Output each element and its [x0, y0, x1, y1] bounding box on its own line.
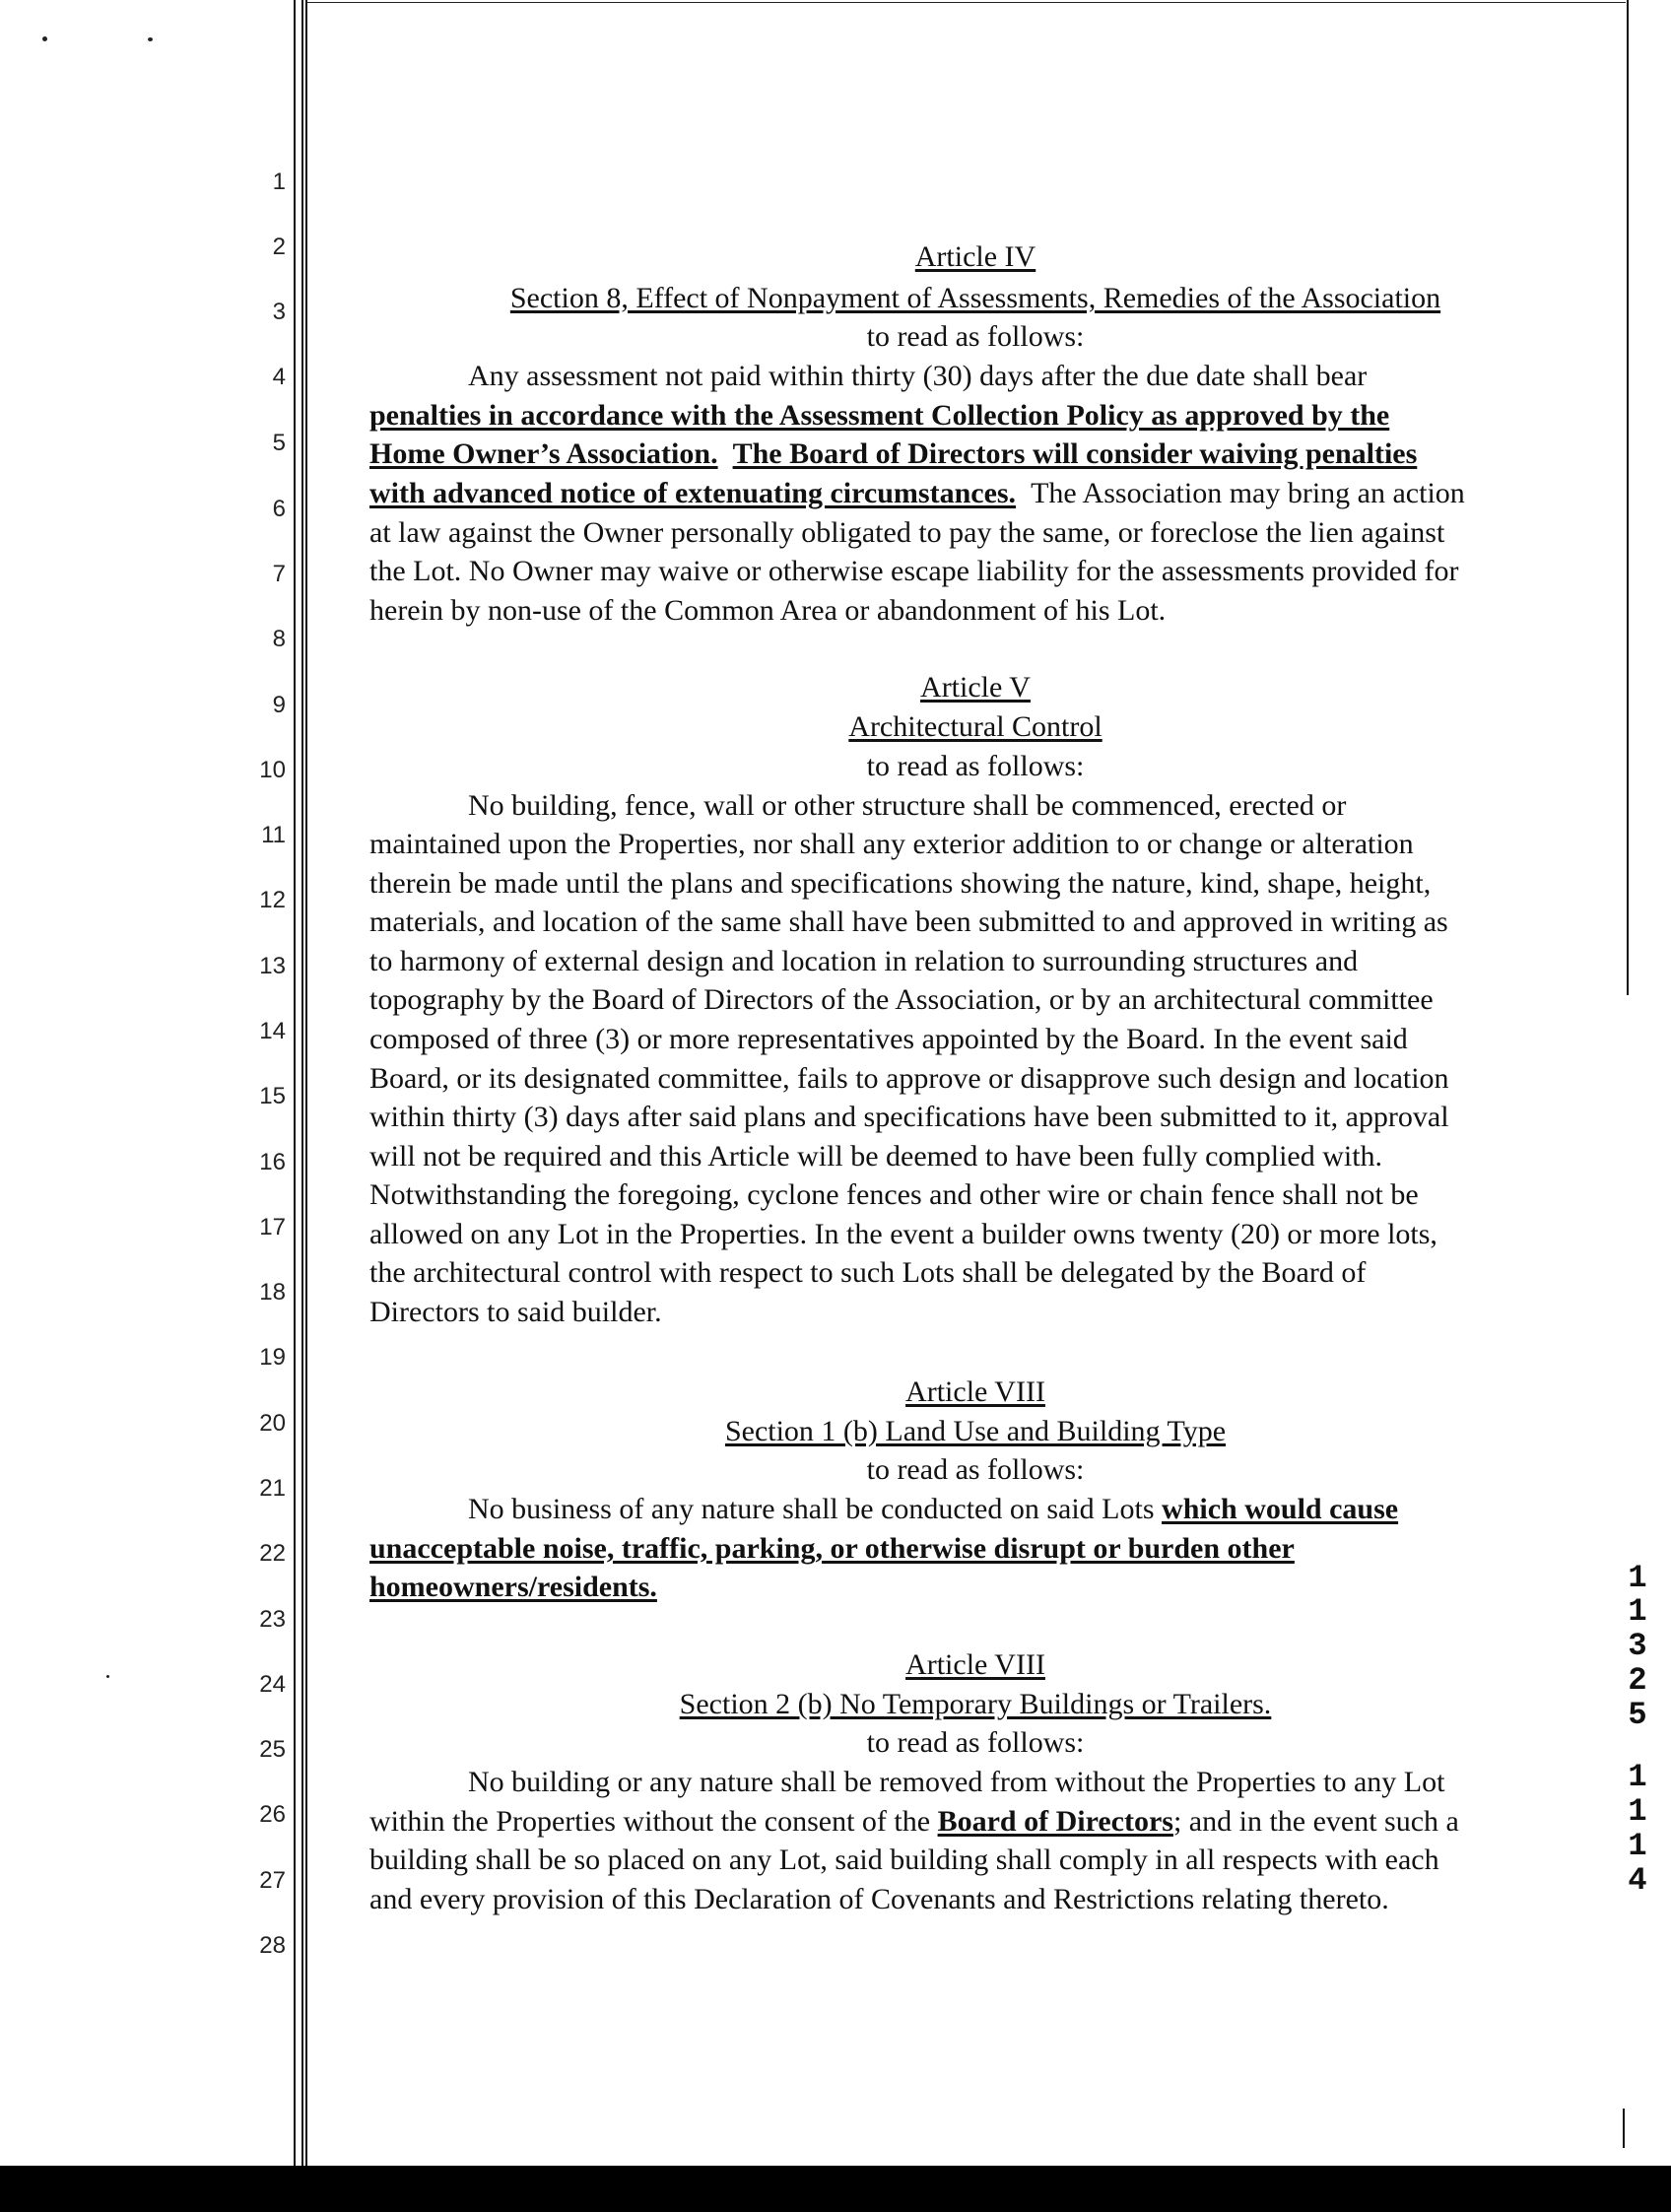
paragraph-line	[369, 1802, 1459, 1842]
paragraph-line: building shall be so placed on any Lot, said building shall comply in all respects with each	[369, 1843, 1439, 1876]
paragraph-line: allowed on any Lot in the Properties. In the event a builder owns twenty (20) or more lots,	[369, 1218, 1437, 1250]
plain-text: The Association may bring an action	[1031, 477, 1465, 509]
article-heading: Article VIII	[905, 1375, 1045, 1408]
stamp-digit: 3	[1628, 1628, 1647, 1664]
paragraph-line	[369, 435, 1417, 474]
plain-text: No business of any nature shall be conducted on said Lots	[468, 1493, 1155, 1525]
paragraph-line: materials, and location of the same shall have been submitted to and approved in writing as	[369, 905, 1448, 938]
stamp-digit: 2	[1628, 1662, 1647, 1699]
stamp-digit: 1	[1628, 1560, 1647, 1596]
scan-speck	[106, 1675, 109, 1678]
paragraph-line-bold: penalties in accordance with the Assessment Collection Policy as approved by the	[369, 399, 1390, 432]
read-as-line: to read as follows:	[866, 1726, 1085, 1759]
line-number: 14	[259, 1018, 286, 1044]
line-number: 2	[272, 234, 286, 260]
paragraph-line: Notwithstanding the foregoing, cyclone fences and other wire or chain fence shall not be	[369, 1178, 1419, 1211]
bold-text: The Board of Directors will consider waiving penalties	[732, 437, 1418, 470]
line-number: 12	[259, 887, 286, 913]
line-number: 3	[272, 299, 286, 325]
paragraph-line	[369, 474, 1465, 513]
paragraph-line: to harmony of external design and location in relation to surrounding structures and	[369, 945, 1359, 977]
line-number: 20	[259, 1410, 286, 1437]
scan-speck	[148, 37, 153, 41]
line-number: 8	[272, 626, 286, 652]
paragraph-line: No building, fence, wall or other structure shall be commenced, erected or	[468, 789, 1347, 822]
paragraph-line: topography by the Board of Directors of the Association, or by an architectural committee	[369, 983, 1434, 1016]
bold-text: with advanced notice of extenuating circumstances.	[369, 477, 1017, 509]
line-number: 15	[259, 1083, 286, 1109]
paragraph-line: composed of three (3) or more representatives appointed by the Board. In the event said	[369, 1023, 1408, 1055]
line-number: 24	[259, 1671, 286, 1698]
article-heading: Article V	[920, 671, 1031, 704]
paragraph-line: maintained upon the Properties, nor shall any exterior addition to or change or alteration	[369, 828, 1414, 860]
paragraph-line	[468, 1490, 1398, 1529]
line-number: 28	[259, 1932, 286, 1959]
section-title: Section 1 (b) Land Use and Building Type	[724, 1415, 1227, 1447]
margin-rule-right	[1627, 0, 1629, 995]
line-number: 25	[259, 1736, 286, 1763]
paragraph-line-bold: unacceptable noise, traffic, parking, or otherwise disrupt or burden other	[369, 1532, 1295, 1565]
stamp-digit: 1	[1628, 1828, 1647, 1864]
plain-text: ; and in the event such a	[1172, 1805, 1459, 1838]
line-number: 18	[259, 1279, 286, 1306]
section-title: Section 8, Effect of Nonpayment of Assessments, Remedies of the Association	[509, 282, 1441, 314]
paragraph-line: No building or any nature shall be removed from without the Properties to any Lot	[468, 1766, 1445, 1798]
margin-rule-right-lower	[1623, 2109, 1625, 2148]
scan-bottom-band	[0, 2166, 1671, 2212]
bold-text: Board of Directors	[937, 1805, 1173, 1838]
line-number: 21	[259, 1475, 286, 1502]
line-number: 5	[272, 430, 286, 456]
paragraph-line: the Lot. No Owner may waive or otherwise escape liability for the assessments provided for	[369, 555, 1459, 587]
line-number: 9	[272, 692, 286, 718]
paragraph-line: Directors to said builder.	[369, 1296, 662, 1328]
stamp-digit: 1	[1628, 1593, 1647, 1630]
line-number: 4	[272, 364, 286, 390]
stamp-digit: 1	[1628, 1793, 1647, 1830]
read-as-line: to read as follows:	[866, 1453, 1085, 1486]
plain-text: within the Properties without the consent of the	[369, 1805, 931, 1838]
bold-text: which would cause	[1162, 1493, 1399, 1525]
line-number: 23	[259, 1606, 286, 1633]
article-heading: Article IV	[914, 240, 1036, 273]
stamp-digit: 1	[1628, 1759, 1647, 1795]
top-border-line	[305, 2, 1626, 3]
line-number: 6	[272, 496, 286, 522]
paragraph-line-bold: homeowners/residents.	[369, 1571, 657, 1603]
paragraph-line: the architectural control with respect to such Lots shall be delegated by the Board of	[369, 1256, 1367, 1289]
line-number: 11	[261, 822, 286, 848]
paragraph-line: Any assessment not paid within thirty (30) days after the due date shall bear	[468, 360, 1368, 392]
paragraph-line: and every provision of this Declaration of Covenants and Restrictions relating thereto.	[369, 1883, 1389, 1915]
line-number: 13	[259, 953, 286, 979]
paragraph-line: Board, or its designated committee, fails to approve or disapprove such design and location	[369, 1062, 1449, 1095]
line-number: 7	[272, 561, 286, 587]
line-number: 16	[259, 1149, 286, 1175]
line-number: 19	[259, 1344, 286, 1371]
paragraph-line: at law against the Owner personally obligated to pay the same, or foreclose the lien against	[369, 516, 1445, 549]
article-heading: Article VIII	[905, 1648, 1045, 1681]
paragraph-line: herein by non-use of the Common Area or abandonment of his Lot.	[369, 594, 1167, 627]
paragraph-line: will not be required and this Article will be deemed to have been fully complied with.	[369, 1140, 1383, 1173]
scan-speck	[42, 36, 47, 41]
line-number: 26	[259, 1801, 286, 1828]
margin-rule-middle	[301, 0, 303, 2168]
read-as-line: to read as follows:	[866, 320, 1085, 353]
paragraph-line: therein be made until the plans and specifications showing the nature, kind, shape, height,	[369, 867, 1432, 900]
section-title: Architectural Control	[848, 710, 1103, 743]
read-as-line: to read as follows:	[866, 750, 1085, 782]
stamp-digit: 4	[1628, 1862, 1647, 1899]
stamp-digit: 5	[1628, 1697, 1647, 1733]
margin-rule-left	[294, 0, 296, 2168]
line-number: 17	[259, 1214, 286, 1240]
bold-text: Home Owner’s Association.	[369, 437, 718, 470]
line-number: 22	[259, 1540, 286, 1567]
line-number: 10	[259, 757, 286, 783]
paragraph-line: within thirty (3) days after said plans and specifications have been submitted to it, approval	[369, 1101, 1449, 1133]
margin-rule-inner	[305, 0, 307, 2168]
line-number: 1	[272, 168, 286, 195]
section-title: Section 2 (b) No Temporary Buildings or Trailers.	[679, 1688, 1272, 1720]
line-number: 27	[259, 1867, 286, 1894]
